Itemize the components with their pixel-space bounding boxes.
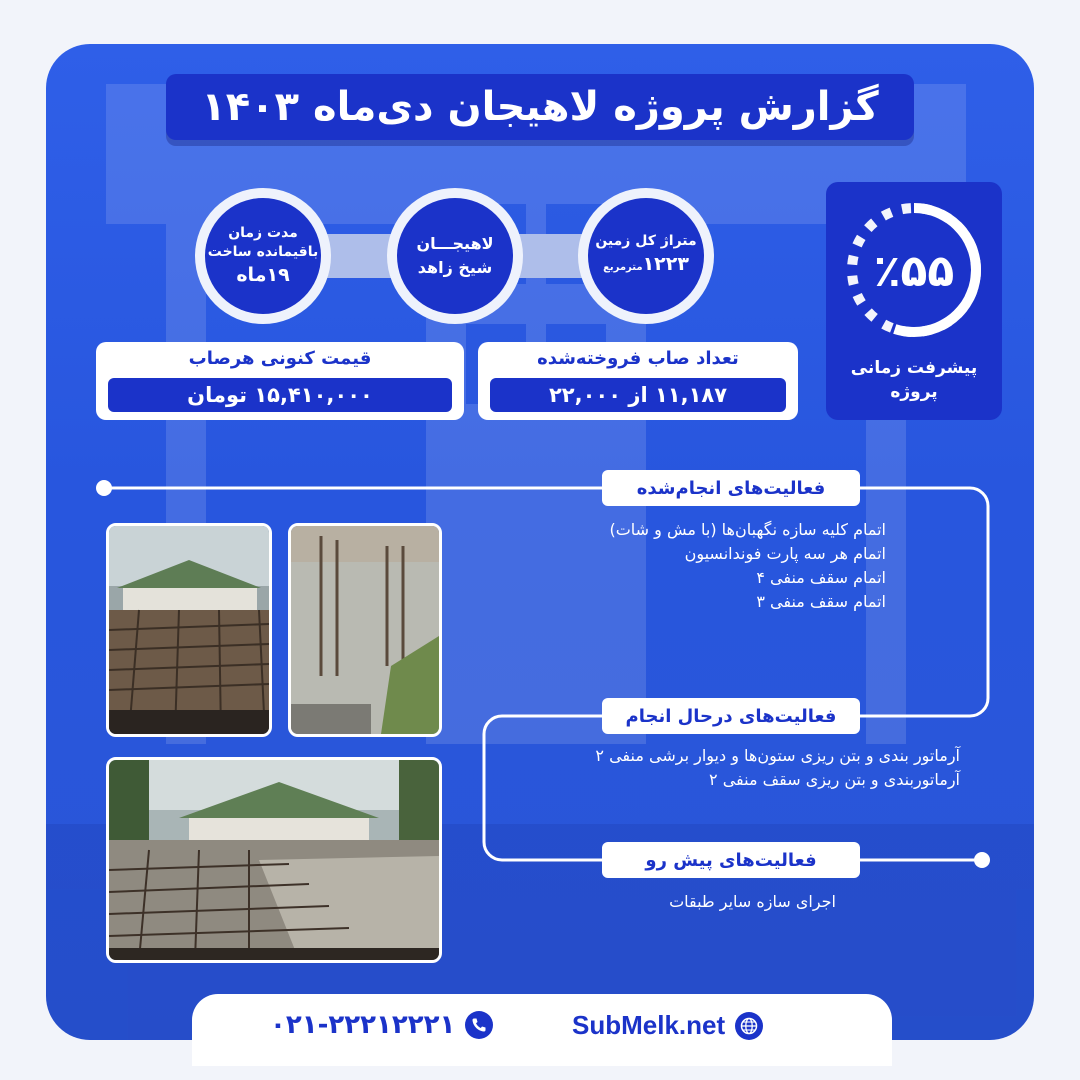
location-city: لاهیجـــان [416,234,494,253]
list-item: آرماتوربندی و بتن ریزی سقف منفی ۲ [709,770,960,789]
page-title-text: گزارش پروژه لاهیجان دی‌ماه ۱۴۰۳ [201,84,879,130]
sold-units-label: تعداد صاب فروخته‌شده [537,348,739,369]
list-item: اتمام سقف منفی ۴ [756,568,886,587]
price-value: ۱۵,۴۱۰,۰۰۰ تومان [108,378,452,412]
website-text[interactable]: SubMelk.net [572,1010,726,1040]
construction-photo-3 [106,757,442,963]
list-item: اتمام کلیه سازه نگهبان‌ها (با مش و شات) [609,520,886,539]
done-section-title [602,470,860,506]
done-title-text: فعالیت‌های انجام‌شده [636,477,826,499]
land-area-value: ۱۲۲۳ [642,252,689,275]
construction-photo-2 [288,523,442,737]
list-item: آرماتور بندی و بتن ریزی ستون‌ها و دیوار برشی منفی ۲ [595,746,960,765]
progress-panel [826,182,1002,420]
upcoming-title-text: فعالیت‌های پیش رو [645,849,817,871]
land-area-unit: مترمربع [603,261,643,273]
progress-label-line1: پیشرفت زمانی [850,358,978,378]
list-item: اجرای سازه سایر طبقات [669,892,836,911]
land-area-bubble [578,188,714,324]
footer-bar [192,994,892,1066]
phone-number[interactable]: ۰۲۱-۲۲۲۱۲۲۲۱ [270,1010,456,1040]
progress-label-line2: پروژه [890,382,938,402]
price-card [96,342,464,420]
list-item: اتمام سقف منفی ۳ [756,592,886,611]
page-title [166,74,914,140]
construction-photo-1 [106,523,272,737]
remaining-time-value: ۱۹ماه [236,264,290,286]
location-district: شیخ زاهد [417,258,493,277]
phone-icon [465,1011,493,1039]
in-progress-list [490,744,960,792]
in-progress-title-text: فعالیت‌های درحال انجام [625,705,837,727]
phone-contact[interactable] [270,1010,493,1040]
list-item: اتمام هر سه پارت فوندانسیون [684,544,886,563]
land-area-label: متراژ کل زمین [595,232,697,249]
remaining-time-bubble [195,188,331,324]
upcoming-section-title [602,842,860,878]
sold-units-card [478,342,798,420]
remaining-time-label1: مدت زمان [228,225,298,241]
globe-icon [735,1012,763,1040]
price-label: قیمت کنونی هرصاب [188,348,372,369]
website-link[interactable] [572,1010,763,1041]
sold-units-value: ۱۱,۱۸۷ از ۲۲,۰۰۰ [490,378,786,412]
progress-ring [836,192,992,348]
progress-value: ٪۵۵ [873,246,955,297]
upcoming-list [536,890,836,914]
progress-label [826,356,1002,404]
done-list [406,518,886,614]
remaining-time-label2: باقیمانده ساخت [207,244,319,260]
location-bubble [387,188,523,324]
in-progress-section-title [602,698,860,734]
